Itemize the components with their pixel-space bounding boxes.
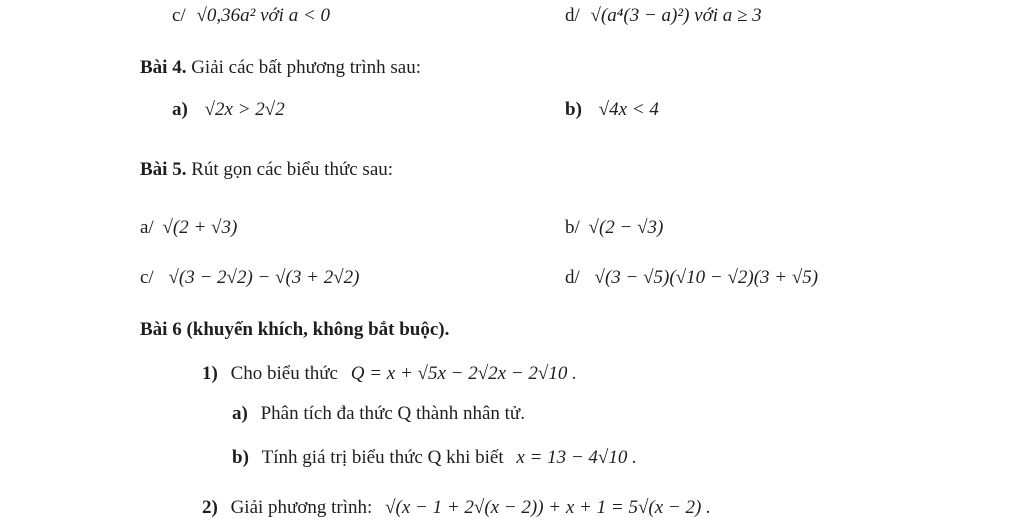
exercise-5a xyxy=(140,216,237,240)
math-expression: √2x > 2√2 xyxy=(204,99,285,120)
exercise-instruction: Rút gọn các biểu thức sau: xyxy=(186,159,394,180)
exercise-4a xyxy=(172,98,285,122)
item-text: Giải phương trình: xyxy=(230,497,373,518)
math-expression: Q = x + √5x − 2√2x − 2√10 . xyxy=(350,363,577,384)
exercise-title: Bài 4. xyxy=(140,57,187,78)
exercise-instruction: Giải các bất phương trình sau: xyxy=(186,57,422,78)
math-expression: √4x < 4 xyxy=(598,99,659,120)
exercise-title: Bài 5. xyxy=(140,159,187,180)
item-label: c/ xyxy=(172,5,186,26)
item-text: Cho biểu thức xyxy=(230,363,338,384)
item-label: 1) xyxy=(202,363,218,384)
exercise-5d xyxy=(565,266,818,290)
item-label: a) xyxy=(172,99,188,120)
item-label: a/ xyxy=(140,217,154,238)
item-label: a) xyxy=(232,403,248,424)
exercise-5b xyxy=(565,216,663,240)
item-label: d/ xyxy=(565,267,580,288)
item-label: b) xyxy=(565,99,582,120)
exercise-6-2 xyxy=(202,496,711,520)
item-label: 2) xyxy=(202,497,218,518)
exercise-4b xyxy=(565,98,659,122)
math-expression: x = 13 − 4√10 . xyxy=(516,447,637,468)
exercise-5-heading xyxy=(140,158,393,182)
exercise-6-1 xyxy=(202,362,577,386)
math-expression: √(3 − 2√2) − √(3 + 2√2) xyxy=(168,267,360,288)
math-expression: √(3 − √5)(√10 − √2)(3 + √5) xyxy=(594,267,819,288)
math-expression: √(x − 1 + 2√(x − 2)) + x + 1 = 5√(x − 2) . xyxy=(385,497,711,518)
math-expression: √(2 + √3) xyxy=(162,217,238,238)
math-expression: √0,36a² với a < 0 xyxy=(196,5,331,26)
item-text: Phân tích đa thức Q thành nhân tử. xyxy=(260,403,525,424)
exercise-6-1b xyxy=(232,446,637,470)
math-expression: √(2 − √3) xyxy=(588,217,664,238)
item-label: b/ xyxy=(565,217,580,238)
exercise-4-heading xyxy=(140,56,421,80)
exercise-6-1a xyxy=(232,402,525,426)
item-d-top xyxy=(565,4,762,28)
exercise-5c xyxy=(140,266,359,290)
item-c-top xyxy=(172,4,330,28)
exercise-6-heading: Bài 6 (khuyến khích, không bắt buộc). xyxy=(140,319,450,340)
item-text: Tính giá trị biểu thức Q khi biết xyxy=(261,447,504,468)
item-label: d/ xyxy=(565,5,580,26)
item-label: b) xyxy=(232,447,249,468)
math-expression: √(a⁴(3 − a)²) với a ≥ 3 xyxy=(590,5,762,26)
item-label: c/ xyxy=(140,267,154,288)
